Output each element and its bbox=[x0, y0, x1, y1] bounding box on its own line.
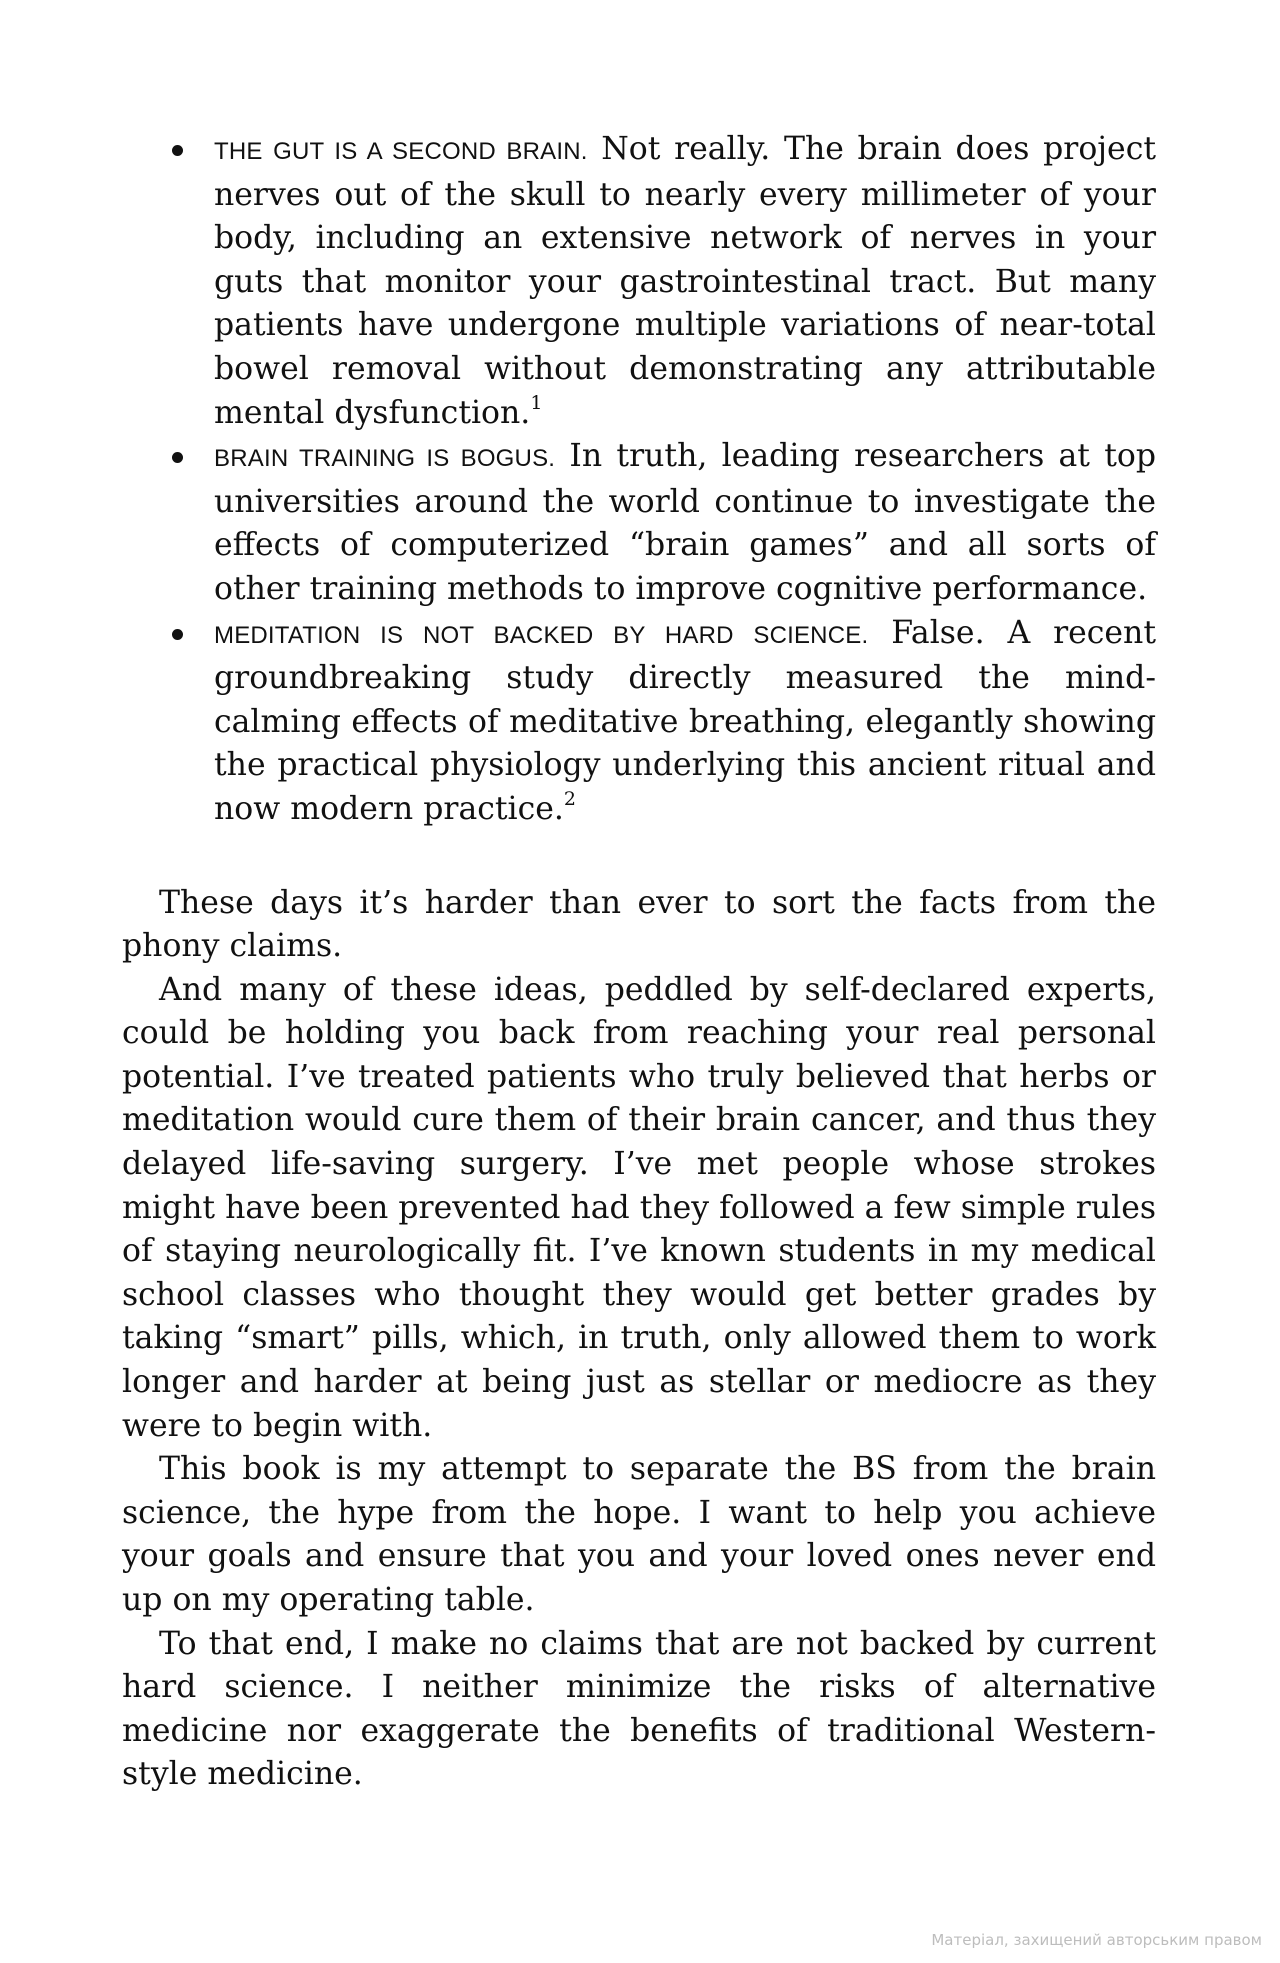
book-page bbox=[122, 128, 1156, 1797]
footnote-marker[interactable]: 1 bbox=[530, 392, 543, 415]
body-text bbox=[122, 882, 1156, 1797]
copyright-watermark: Матеріал, захищений авторським правом bbox=[931, 1931, 1262, 1949]
bullet-dot-icon bbox=[172, 629, 183, 640]
myth-lead: BRAIN TRAINING IS BOGUS. bbox=[214, 445, 556, 473]
footnote-marker[interactable]: 2 bbox=[563, 788, 576, 811]
bullet-dot-icon bbox=[172, 145, 183, 156]
myth-text: False. A recent groundbreaking study directly measured the mind-calming effects of meditative breathing, elegantly showing the practical physiology underlying this ancient ritual and now modern practice. bbox=[214, 614, 1157, 827]
myth-item-gut bbox=[122, 128, 1156, 435]
paragraph: These days it’s harder than ever to sort the facts from the phony claims. bbox=[122, 884, 1156, 965]
myth-text: In truth, leading researchers at top universities around the world continue to investigate the effects of computerized “brain games” and all sorts of other training methods to improve cognitive performance. bbox=[214, 438, 1156, 607]
myth-lead: MEDITATION IS NOT BACKED BY HARD SCIENCE. bbox=[214, 621, 869, 649]
paragraph: To that end, I make no claims that are not backed by current hard science. I neither minimize the risks of alternative medicine nor exaggerate the benefits of traditional Western-style medicine. bbox=[122, 1625, 1156, 1793]
myth-list bbox=[122, 128, 1156, 832]
myth-text: Not really. The brain does project nerves out of the skull to nearly every millimeter of your body, including an extensive network of nerves in your guts that monitor your gastrointestinal tract. But many patients have undergone multiple variations of near-total bowel removal without demonstrating any attributable mental dysfunction. bbox=[214, 131, 1156, 431]
paragraph: And many of these ideas, peddled by self-declared experts, could be holding you back from reaching your real personal potential. I’ve treated patients who truly believed that herbs or meditation would cure them of their brain cancer, and thus they delayed life-saving surgery. I’ve met people whose strokes might have been prevented had they followed a few simple rules of staying neurologically fit. I’ve known students in my medical school classes who thought they would get better grades by taking “smart” pills, which, in truth, only allowed them to work longer and harder at being just as stellar or mediocre as they were to begin with. bbox=[122, 971, 1156, 1444]
myth-lead: THE GUT IS A SECOND BRAIN. bbox=[214, 138, 588, 165]
paragraph: This book is my attempt to separate the BS from the brain science, the hype from the hope. I want to help you achieve your goals and ensure that you and your loved ones never end up on my operating table. bbox=[122, 1451, 1156, 1618]
myth-item-brain-training bbox=[122, 435, 1156, 611]
bullet-dot-icon bbox=[172, 452, 183, 463]
myth-item-meditation bbox=[122, 612, 1156, 832]
